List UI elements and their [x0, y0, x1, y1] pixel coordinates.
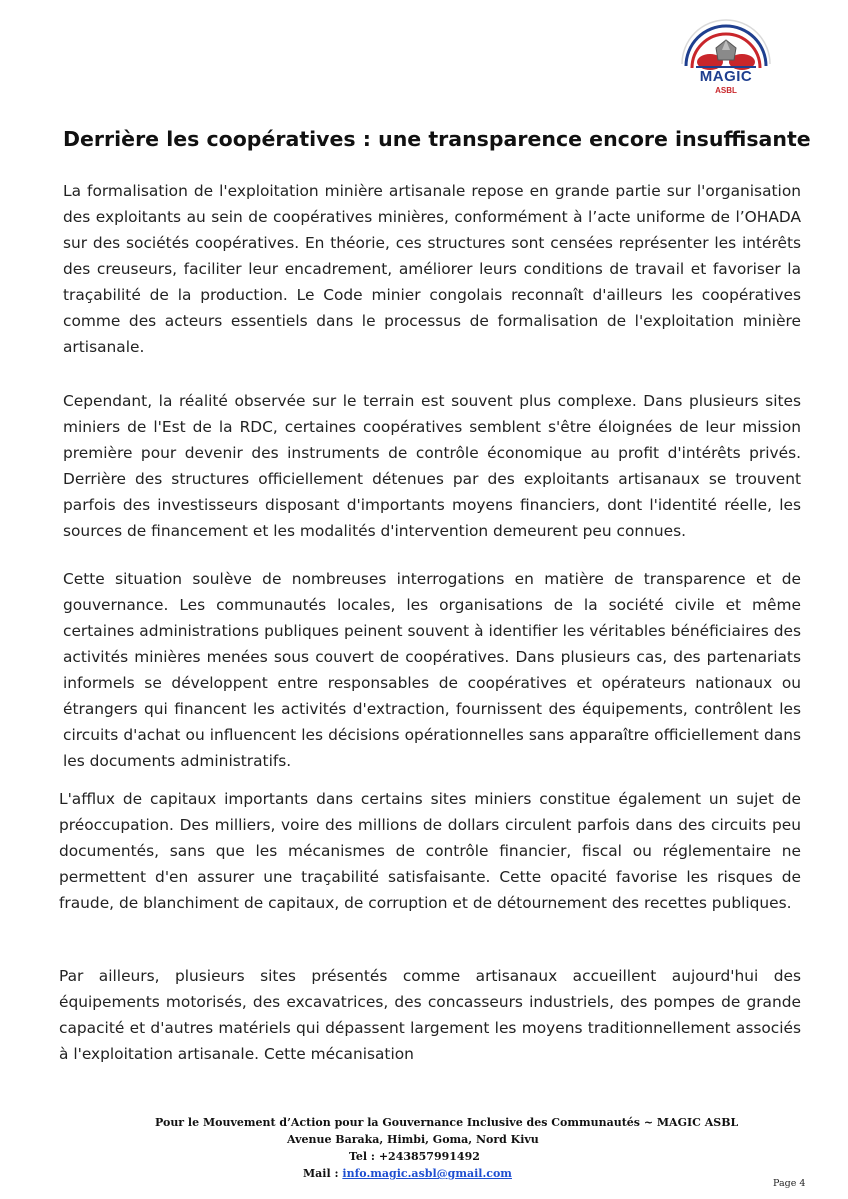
paragraph-4: L'afflux de capitaux importants dans certains sites miniers constitue également un sujet de préoccupation. Des milliers, voire des millions de dollars circulent parfois dans des circuits peu documentés, sans que les mécanismes de contrôle financier, fiscal ou réglementaire ne permettent d'en assurer une traçabilité satisfaisante. Cette opacité favorise les risques de fraude, de blanchiment de capitaux, de corruption et de détournement des recettes publiques. — [59, 790, 801, 912]
paragraph-3: Cette situation soulève de nombreuses interrogations en matière de transparence et de gouvernance. Les communautés locales, les organisations de la société civile et même certaines administrations publiques peinent souvent à identifier les véritables bénéficiaires des activités minières menées sous couvert de coopératives. Dans plusieurs cas, des partenariats informels se développent entre responsables de coopératives et opérateurs nationaux ou étrangers qui financent les activités d'extraction, fournissent des équipements, contrôlent les circuits d'achat ou influencent les décisions opérationnelles sans apparaître officiellement dans les documents administratifs. — [63, 570, 801, 770]
page-number: Page 4 — [773, 1178, 806, 1189]
logo-sub: ASBL — [715, 86, 737, 95]
footer-address: Avenue Baraka, Himbi, Goma, Nord Kivu — [287, 1133, 539, 1146]
paragraph-1: La formalisation de l'exploitation minière artisanale repose en grande partie sur l'organisation des exploitants au sein de coopératives minières, conformément à l’acte uniforme de l’OHADA sur des sociétés coopératives. En théorie, ces structures sont censées représenter les intérêts des creuseurs, faciliter leur encadrement, améliorer leurs conditions de travail et favoriser la traçabilité de la production. Le Code minier congolais reconnaît d'ailleurs les coopératives comme des acteurs essentiels dans le processus de formalisation de l'exploitation minière artisanale. — [63, 182, 801, 356]
footer-mail-line — [303, 1165, 512, 1182]
logo-name: MAGIC — [699, 68, 753, 85]
paragraph-2: Cependant, la réalité observée sur le terrain est souvent plus complexe. Dans plusieurs sites miniers de l'Est de la RDC, certaines coopératives semblent s'être éloignées de leur mission première pour devenir des instruments de contrôle économique au profit d'intérêts privés. Derrière des structures officiellement détenues par des exploitants artisanaux se trouvent parfois des investisseurs disposant d'importants moyens financiers, dont l'identité réelle, les sources de financement et les modalités d'intervention demeurent peu connues. — [63, 392, 801, 540]
footer-organization: Pour le Mouvement d’Action pour la Gouvernance Inclusive des Communautés ~ MAGIC ASBL — [155, 1116, 739, 1129]
footer-mail-label: Mail : — [303, 1167, 343, 1180]
page-title: Derrière les coopératives : une transparence encore insuffisante — [63, 127, 811, 151]
footer-phone: Tel : +243857991492 — [349, 1150, 480, 1163]
paragraph-5: Par ailleurs, plusieurs sites présentés comme artisanaux accueillent aujourd'hui des équipements motorisés, des excavatrices, des concasseurs industriels, des pompes de grande capacité et d'autres matériels qui dépassent largement les moyens traditionnellement associés à l'exploitation artisanale. Cette mécanisation — [59, 967, 801, 1063]
footer-email-link[interactable]: info.magic.asbl@gmail.com — [342, 1167, 512, 1180]
